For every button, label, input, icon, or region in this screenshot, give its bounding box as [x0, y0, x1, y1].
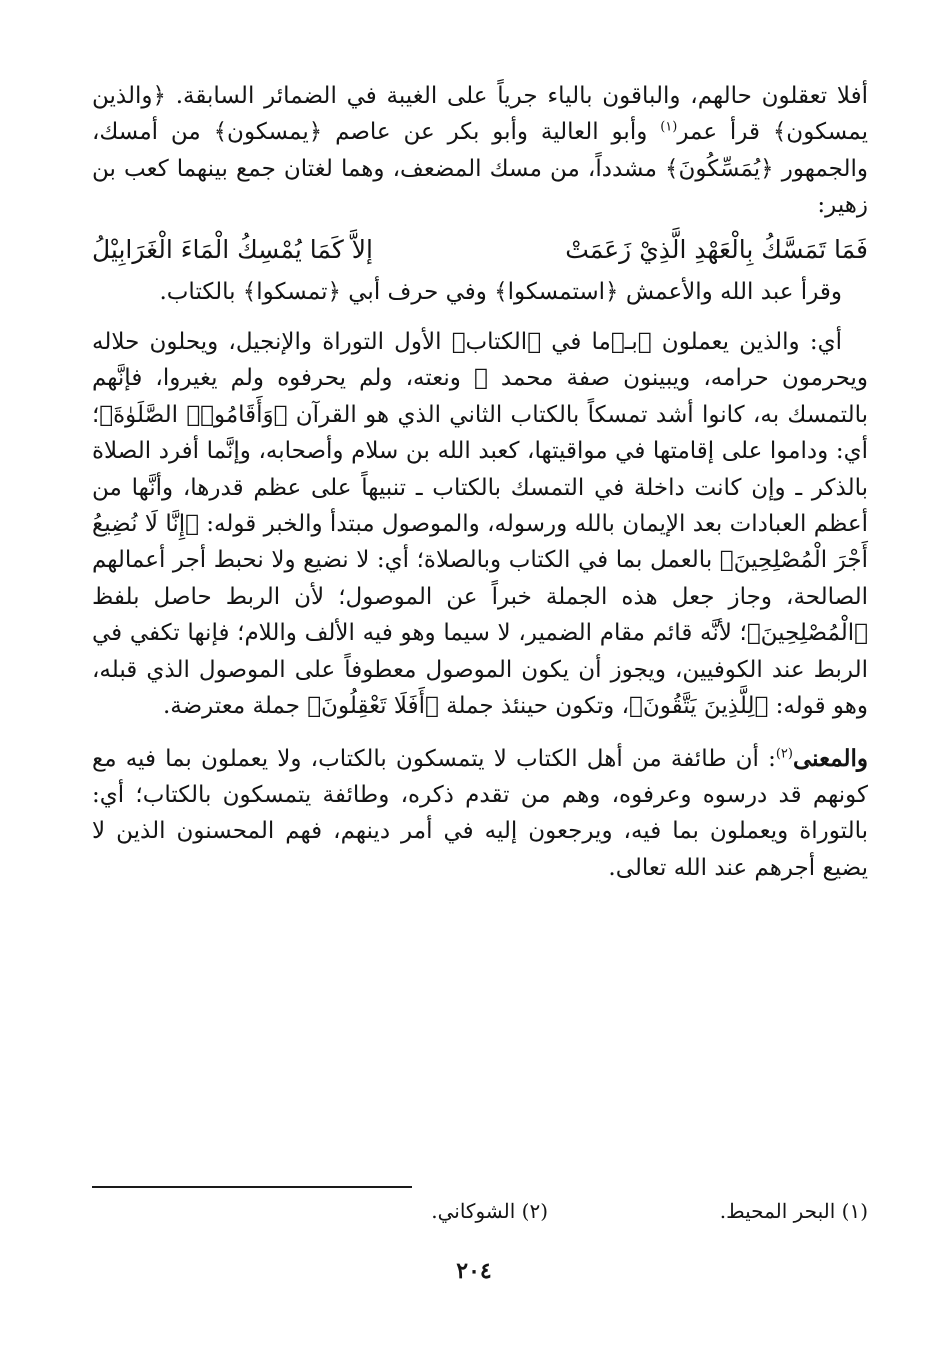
footnote-ref-1[interactable]: (١): [660, 119, 678, 135]
meaning-lead: والمعنى: [792, 744, 868, 772]
page-body: [92, 78, 868, 886]
paragraph-intro: [92, 78, 868, 224]
spacer: [92, 725, 868, 741]
footnote-separator: [92, 1186, 412, 1188]
footnote-2: (٢) الشوكاني.: [431, 1199, 548, 1223]
meaning-text: : أن طائفة من أهل الكتاب لا يتمسكون بالكتاب، ولا يعملون بما فيه مع كونهم قد درسوه وعرفوه، وهم من تقدم ذكره، وطائفة يتمسكون بالكتاب؛ أي: بالتوراة ويعملون بما فيه، ويرجعون إليه في أمر دينهم، فهم المحسنون الذين لا يضيع أجرهم عند الله تعالى.: [92, 745, 868, 881]
paragraph-text: أفلا تعقلون حالهم، والباقون بالياء جرياً على الغيبة في الضمائر السابقة. ﴿والذين يمسكون﴾ قرأ عمر: [92, 83, 868, 146]
footnote-1: (١) البحر المحيط.: [719, 1199, 868, 1223]
page-number: ٢٠٤: [456, 1258, 492, 1284]
paragraph-readings: وقرأ عبد الله والأعمش ﴿استمسكوا﴾ وفي حرف أبي ﴿تمسكوا﴾ بالكتاب.: [159, 278, 842, 305]
footnote-ref-2[interactable]: (٢): [775, 745, 793, 761]
paragraph-explanation: أي: والذين يعملون ﴿بـ﴾ما في ﴿الكتاب﴾ الأول التوراة والإنجيل، ويحلون حلاله ويحرمون حرامه، ويبينون صفة محمد ﷺ ونعته، ولم يحرفوه ولم يغيروا، فإنَّهم بالتمسك به، كانوا أشد تمسكاً بالكتاب الثاني الذي هو القرآن ﴿وَأَقَامُوا۟ الصَّلَوٰةَ﴾؛ أي: وداموا على إقامتها في مواقيتها، كعبد الله بن سلام وأصحابه، وإنَّما أفرد الصلاة بالذكر ـ وإن كانت داخلة في التمسك بالكتاب ـ تنبيهاً على عظم قدرها، وأنَّها من أعظم العبادات بعد الإيمان بالله ورسوله، والموصول مبتدأ والخبر قوله: ﴿إِنَّا لَا نُضِيعُ أَجْرَ الْمُصْلِحِينَ﴾ بالعمل بما في الكتاب وبالصلاة؛ أي: لا نضيع ولا نحبط أجر أعمالهم الصالحة، وجاز جعل هذه الجملة خبراً عن الموصول؛ لأن الربط حاصل بلفظ ﴿الْمُصْلِحِينَ﴾؛ لأنَّه قائم مقام الضمير، لا سيما وهو فيه الألف واللام؛ فإنها تكفي في الربط عند الكوفيين، ويجوز أن يكون الموصول معطوفاً على الموصول الذي قبله، وهو قوله: ﴿لِلَّذِينَ يَتَّقُونَ﴾، وتكون حينئذ جملة ﴿أَفَلَا تَعْقِلُونَ﴾ جملة معترضة.: [92, 329, 868, 720]
poetry-verse: [92, 228, 868, 272]
paragraph-meaning: [92, 741, 868, 887]
spacer: [92, 310, 868, 324]
paragraph-text-cont: وأبو العالية وأبو بكر عن عاصم ﴿يمسكون﴾ من أمسك، والجمهور ﴿يُمَسِّكُونَ﴾ مشدداً، من مسك المضعف، وهما لغتان جمع بينهما كعب بن زهير:: [92, 119, 868, 219]
footnotes: [92, 1196, 868, 1226]
verse-second-half: إلاَّ كَمَا يُمْسِكُ الْمَاءَ الْغَرَابِيْلُ: [92, 234, 373, 264]
verse-first-half: فَمَا تَمَسَّكُ بِالْعَهْدِ الَّذِيْ زَعَمَتْ: [565, 234, 868, 264]
